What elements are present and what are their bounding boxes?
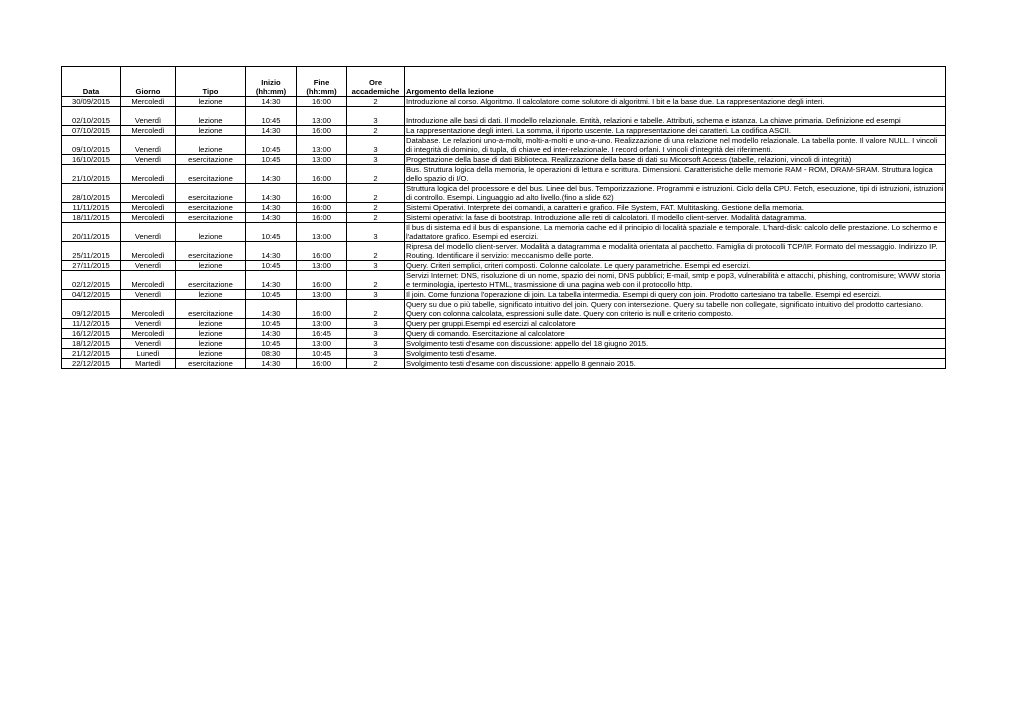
cell-argomento	[405, 107, 946, 126]
cell-data: 22/12/2015	[62, 359, 121, 369]
cell-tipo: lezione	[176, 319, 246, 329]
cell-ore: 3	[347, 107, 405, 126]
cell-fine: 16:00	[297, 213, 347, 223]
cell-giorno: Mercoledì	[121, 271, 176, 290]
cell-giorno: Mercoledì	[121, 203, 176, 213]
cell-data: 21/12/2015	[62, 349, 121, 359]
cell-fine: 16:00	[297, 300, 347, 319]
cell-tipo: lezione	[176, 261, 246, 271]
cell-tipo: esercitazione	[176, 271, 246, 290]
cell-giorno: Mercoledì	[121, 213, 176, 223]
table-row	[62, 271, 946, 290]
cell-fine: 10:45	[297, 349, 347, 359]
cell-inizio: 14:30	[246, 126, 297, 136]
table-row	[62, 359, 946, 369]
cell-fine: 13:00	[297, 261, 347, 271]
cell-fine: 13:00	[297, 136, 347, 155]
table-row	[62, 184, 946, 203]
cell-inizio: 10:45	[246, 107, 297, 126]
col-header-data: Data	[62, 67, 121, 97]
cell-giorno: Venerdì	[121, 107, 176, 126]
cell-tipo: esercitazione	[176, 184, 246, 203]
cell-data: 20/11/2015	[62, 223, 121, 242]
cell-ore: 3	[347, 155, 405, 165]
cell-giorno: Mercoledì	[121, 184, 176, 203]
cell-inizio: 14:30	[246, 165, 297, 184]
table-row	[62, 107, 946, 126]
cell-argomento	[405, 339, 946, 349]
cell-fine: 16:45	[297, 329, 347, 339]
cell-inizio: 14:30	[246, 359, 297, 369]
cell-ore: 3	[347, 319, 405, 329]
cell-ore: 3	[347, 339, 405, 349]
cell-ore: 2	[347, 184, 405, 203]
topic-text: Introduzione al corso. Algoritmo. Il calcolatore come solutore di algoritmi. I bit e la base due. La rappresentazione degli interi.	[406, 97, 825, 106]
table-row	[62, 329, 946, 339]
table-body	[62, 97, 946, 369]
cell-inizio: 10:45	[246, 319, 297, 329]
cell-giorno: Mercoledì	[121, 242, 176, 261]
cell-inizio: 10:45	[246, 261, 297, 271]
cell-data: 09/10/2015	[62, 136, 121, 155]
cell-fine: 16:00	[297, 242, 347, 261]
cell-giorno: Mercoledì	[121, 165, 176, 184]
cell-argomento	[405, 329, 946, 339]
cell-ore: 3	[347, 290, 405, 300]
cell-argomento	[405, 271, 946, 290]
cell-giorno: Venerdì	[121, 319, 176, 329]
table-row	[62, 290, 946, 300]
cell-data: 27/11/2015	[62, 261, 121, 271]
lessons-sheet	[61, 66, 945, 369]
cell-data: 11/12/2015	[62, 319, 121, 329]
table-row	[62, 203, 946, 213]
cell-fine: 16:00	[297, 359, 347, 369]
cell-giorno: Mercoledì	[121, 329, 176, 339]
cell-data: 18/11/2015	[62, 213, 121, 223]
table-row	[62, 339, 946, 349]
topic-text: Query. Criteri semplici, criteri composti. Colonne calcolate. Le query parametriche. Esempi ed esercizi.	[406, 261, 751, 270]
lessons-table	[61, 66, 946, 369]
topic-text: Introduzione alle basi di dati. Il modello relazionale. Entità, relazioni e tabelle. Attributi, schema e istanza. La chiave primaria. Definizione ed esempi	[406, 116, 901, 125]
cell-giorno: Venerdì	[121, 155, 176, 165]
table-row	[62, 126, 946, 136]
cell-ore: 2	[347, 126, 405, 136]
cell-argomento	[405, 261, 946, 271]
cell-tipo: lezione	[176, 107, 246, 126]
cell-argomento	[405, 136, 946, 155]
topic-text: Query su due o più tabelle, significato intuitivo del join. Query con intersezione. Query su tabelle non collegate, significato intuitivo del prodotto cartesiano. Query con colonna calcolata, espressioni sulle date. Query con criterio is null e criterio composto.	[406, 300, 924, 318]
topic-text: Progettazione della base di dati Biblioteca. Realizzazione della base di dati su Micorsoft Access (tabelle, relazioni, vincoli di integrità)	[406, 155, 852, 164]
cell-fine: 16:00	[297, 271, 347, 290]
cell-ore: 2	[347, 165, 405, 184]
cell-giorno: Mercoledì	[121, 300, 176, 319]
cell-fine: 16:00	[297, 126, 347, 136]
table-row	[62, 242, 946, 261]
cell-inizio: 14:30	[246, 300, 297, 319]
cell-tipo: esercitazione	[176, 203, 246, 213]
cell-inizio: 10:45	[246, 290, 297, 300]
table-row	[62, 213, 946, 223]
col-header-fine	[297, 67, 347, 97]
cell-argomento	[405, 223, 946, 242]
cell-data: 16/12/2015	[62, 329, 121, 339]
topic-text: Svolgimento testi d'esame con discussione: appello 8 gennaio 2015.	[406, 359, 636, 368]
table-row	[62, 155, 946, 165]
cell-tipo: esercitazione	[176, 242, 246, 261]
cell-inizio: 14:30	[246, 97, 297, 107]
cell-inizio: 10:45	[246, 339, 297, 349]
cell-ore: 2	[347, 271, 405, 290]
cell-data: 18/12/2015	[62, 339, 121, 349]
cell-data: 11/11/2015	[62, 203, 121, 213]
table-row	[62, 261, 946, 271]
col-header-ore-text: Ore accademiche	[351, 78, 400, 96]
cell-data: 09/12/2015	[62, 300, 121, 319]
cell-giorno: Martedì	[121, 359, 176, 369]
cell-inizio: 14:30	[246, 242, 297, 261]
cell-tipo: esercitazione	[176, 300, 246, 319]
topic-text: Query per gruppi.Esempi ed esercizi al calcolatore	[406, 319, 576, 328]
cell-fine: 13:00	[297, 339, 347, 349]
table-row	[62, 223, 946, 242]
cell-inizio: 10:45	[246, 223, 297, 242]
cell-fine: 16:00	[297, 203, 347, 213]
topic-text: Svolgimento testi d'esame.	[406, 349, 497, 358]
topic-text: Il bus di sistema ed il bus di espansione. La memoria cache ed il principio di località spaziale e temporale. L'hard-disk: calcolo delle prestazione. Lo schermo e l'adattatore grafico. Esempi ed esercizi.	[406, 223, 938, 241]
cell-argomento	[405, 97, 946, 107]
col-header-argomento: Argomento della lezione	[405, 67, 946, 97]
cell-giorno: Venerdì	[121, 136, 176, 155]
cell-ore: 2	[347, 242, 405, 261]
cell-giorno: Venerdì	[121, 223, 176, 242]
cell-ore: 2	[347, 213, 405, 223]
topic-text: Query di comando. Esercitazione al calcolatore	[406, 329, 565, 338]
cell-data: 16/10/2015	[62, 155, 121, 165]
cell-tipo: lezione	[176, 136, 246, 155]
table-row	[62, 319, 946, 329]
cell-ore: 3	[347, 223, 405, 242]
topic-text: Servizi Internet: DNS, risoluzione di un nome, spazio dei nomi, DNS pubblici; E-mail, smtp e pop3, vulnerabilità e attacchi, phishing, contromisure; WWW storia e terminologia, ipertesto HTML, trasmissione di una pagina web con il protocollo http.	[406, 271, 941, 289]
cell-ore: 2	[347, 203, 405, 213]
cell-ore: 3	[347, 261, 405, 271]
cell-fine: 13:00	[297, 155, 347, 165]
cell-argomento	[405, 349, 946, 359]
cell-inizio: 14:30	[246, 329, 297, 339]
cell-argomento	[405, 290, 946, 300]
cell-fine: 13:00	[297, 107, 347, 126]
cell-argomento	[405, 359, 946, 369]
cell-argomento	[405, 300, 946, 319]
cell-inizio: 14:30	[246, 184, 297, 203]
cell-data: 21/10/2015	[62, 165, 121, 184]
cell-argomento	[405, 203, 946, 213]
cell-tipo: lezione	[176, 290, 246, 300]
cell-ore: 3	[347, 136, 405, 155]
cell-data: 25/11/2015	[62, 242, 121, 261]
cell-inizio: 10:45	[246, 136, 297, 155]
cell-data: 04/12/2015	[62, 290, 121, 300]
cell-fine: 13:00	[297, 223, 347, 242]
topic-text: Ripresa del modello client-server. Modalità a datagramma e modalità orientata al pacchetto. Famiglia di protocolli TCP/IP. Formato del messaggio. Indirizzo IP. Routing. Identificare il servizio: meccanismo delle porte.	[406, 242, 938, 260]
topic-text: Struttura logica del processore e del bus. Linee del bus. Temporizzazione. Programmi e istruzioni. Ciclo della CPU. Fetch, esecuzione, tipi di istruzioni, istruzioni di controllo. Esempi. Linguaggio ad alto livello.(fino a slide 62)	[406, 184, 944, 202]
table-row	[62, 165, 946, 184]
cell-inizio: 14:30	[246, 213, 297, 223]
cell-tipo: lezione	[176, 97, 246, 107]
cell-giorno: Lunedì	[121, 349, 176, 359]
topic-text: Bus. Struttura logica della memoria, le operazioni di lettura e scrittura. Dimensioni. Caratteristiche delle memorie RAM - ROM, DRAM-SRAM. Struttura logica dello spazio di I/O.	[406, 165, 933, 183]
cell-ore: 2	[347, 300, 405, 319]
table-row	[62, 136, 946, 155]
cell-giorno: Venerdì	[121, 261, 176, 271]
cell-data: 02/12/2015	[62, 271, 121, 290]
cell-argomento	[405, 165, 946, 184]
table-row	[62, 300, 946, 319]
cell-giorno: Mercoledì	[121, 126, 176, 136]
topic-text: Svolgimento testi d'esame con discussione: appello del 18 giugno 2015.	[406, 339, 649, 348]
cell-argomento	[405, 319, 946, 329]
col-header-inizio	[246, 67, 297, 97]
cell-data: 28/10/2015	[62, 184, 121, 203]
cell-giorno: Venerdì	[121, 290, 176, 300]
cell-fine: 13:00	[297, 290, 347, 300]
cell-tipo: esercitazione	[176, 213, 246, 223]
cell-inizio: 14:30	[246, 271, 297, 290]
cell-tipo: esercitazione	[176, 359, 246, 369]
cell-argomento	[405, 126, 946, 136]
col-header-tipo: Tipo	[176, 67, 246, 97]
topic-text: La rappresentazione degli interi. La somma, il riporto uscente. La rappresentazione dei caratteri. La codifica ASCII.	[406, 126, 791, 135]
cell-tipo: lezione	[176, 349, 246, 359]
cell-giorno: Mercoledì	[121, 97, 176, 107]
cell-ore: 3	[347, 349, 405, 359]
cell-argomento	[405, 242, 946, 261]
cell-data: 02/10/2015	[62, 107, 121, 126]
cell-fine: 16:00	[297, 184, 347, 203]
col-header-fine-text: Fine (hh:mm)	[306, 78, 337, 96]
cell-tipo: lezione	[176, 329, 246, 339]
cell-fine: 13:00	[297, 319, 347, 329]
cell-argomento	[405, 213, 946, 223]
cell-tipo: lezione	[176, 339, 246, 349]
cell-inizio: 10:45	[246, 155, 297, 165]
col-header-ore	[347, 67, 405, 97]
col-header-giorno: Giorno	[121, 67, 176, 97]
topic-text: Database. Le relazioni uno-a-molti, molti-a-molti e uno-a-uno. Realizzazione di una relazione nel modello relazionale. La tabella ponte. Il valore NULL. I vincoli di integrità di dominio, di tupla, di chiave ed inter-relazionale. I record orfani. I vincoli d'integrità dei riferimenti.	[406, 136, 938, 154]
table-row	[62, 349, 946, 359]
table-row	[62, 97, 946, 107]
topic-text: Sistemi operativi: la fase di bootstrap. Introduzione alle reti di calcolatori. Il modello client-server. Modalità datagramma.	[406, 213, 807, 222]
cell-fine: 16:00	[297, 97, 347, 107]
header-row	[62, 67, 946, 97]
cell-ore: 3	[347, 329, 405, 339]
cell-inizio: 14:30	[246, 203, 297, 213]
cell-tipo: lezione	[176, 223, 246, 242]
cell-argomento	[405, 184, 946, 203]
cell-giorno: Venerdì	[121, 339, 176, 349]
cell-tipo: lezione	[176, 126, 246, 136]
topic-text: Sistemi Operativi. Interprete dei comandi, a caratteri e grafico. File System, FAT. Multitasking. Gestione della memoria.	[406, 203, 804, 212]
topic-text: Il join. Come funziona l'operazione di join. La tabella intermedia. Esempi di query con join. Prodotto cartesiano tra tabelle. Esempi ed esercizi.	[406, 290, 882, 299]
cell-tipo: esercitazione	[176, 165, 246, 184]
cell-tipo: esercitazione	[176, 155, 246, 165]
cell-ore: 2	[347, 97, 405, 107]
cell-ore: 2	[347, 359, 405, 369]
cell-data: 30/09/2015	[62, 97, 121, 107]
cell-data: 07/10/2015	[62, 126, 121, 136]
cell-fine: 16:00	[297, 165, 347, 184]
col-header-inizio-text: Inizio (hh:mm)	[255, 78, 287, 96]
cell-inizio: 08:30	[246, 349, 297, 359]
cell-argomento	[405, 155, 946, 165]
